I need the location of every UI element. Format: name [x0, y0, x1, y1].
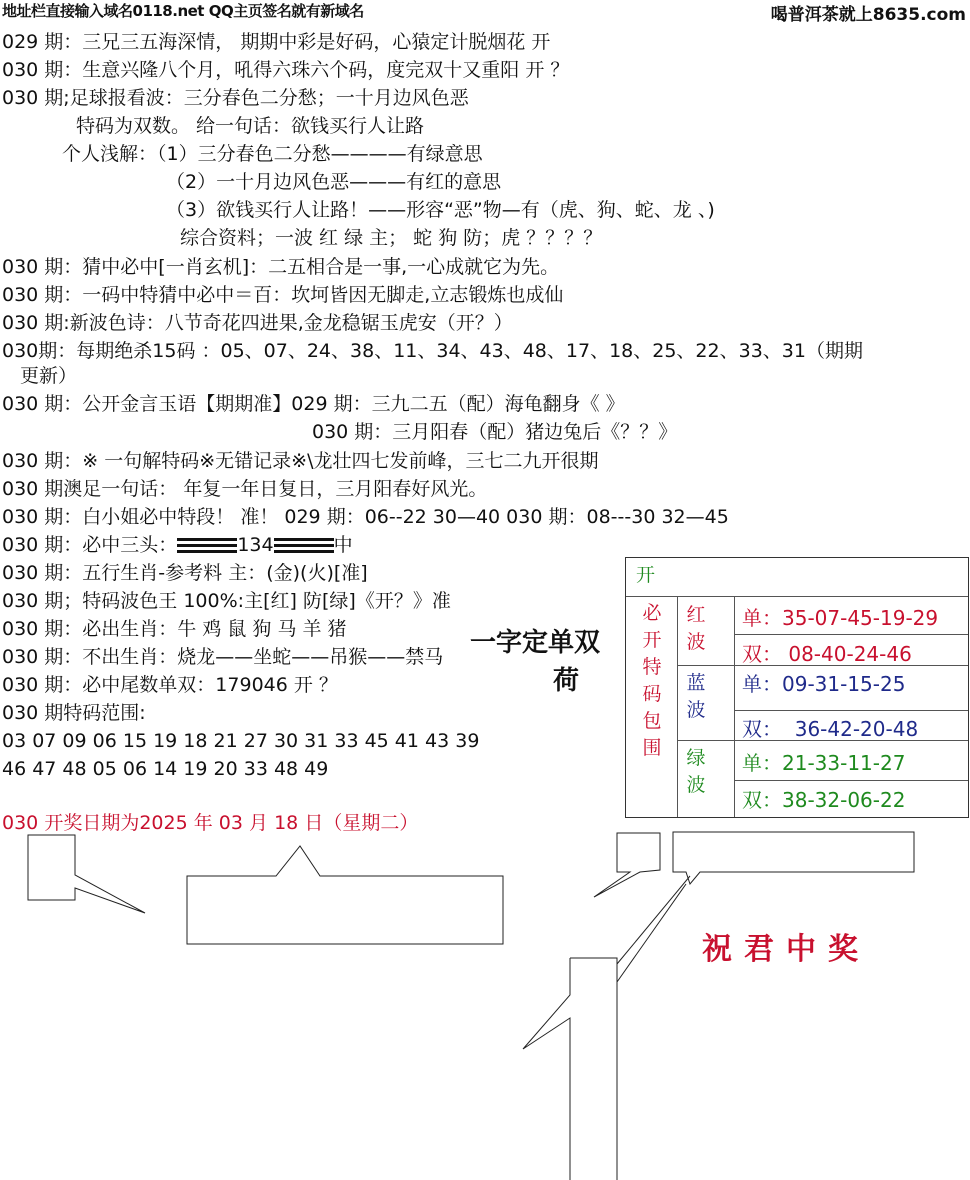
table-header-open: 开: [636, 564, 656, 586]
group-label-char: 波: [686, 699, 706, 721]
line-030-must-zodiac: 030 期：必出生肖：牛 鸡 鼠 狗 马 羊 猪: [2, 618, 347, 640]
group-label-char: 红: [686, 604, 706, 626]
triple-bar-icon: [274, 537, 334, 553]
three-heads-digits: 134: [237, 534, 274, 556]
line-030-football: 030 期;足球报看波：三分春色二分愁；一十月边风色恶: [2, 87, 469, 109]
row-value: 21-33-11-27: [782, 751, 906, 775]
wave-king-end: ]: [348, 590, 356, 612]
line-030-one-code: 030 期：一码中特猜中必中＝百：坎坷皆因无脚走,立志锻炼也成仙: [2, 284, 564, 306]
line-030-spring: 030 期：三月阳春（配）猪边兔后《？？》: [312, 421, 678, 443]
green-even-row: 双：38-32-06-22: [742, 788, 906, 812]
draw-date-weekday: （星期二）: [323, 812, 419, 834]
side-label-char: 必: [642, 602, 662, 624]
line-even-number: 特码为双数。 给一句话：欲钱买行人让路: [76, 115, 425, 137]
line-update: 更新）: [20, 365, 78, 387]
line-030-three-heads: [2, 533, 353, 557]
red-even-row: 双： 08-40-24-46: [742, 642, 912, 666]
small-callout-shape: [594, 833, 660, 897]
blue-odd-row: 单：09-31-15-25: [742, 672, 906, 696]
wave-king-prefix: 030 期；特码波色王 100%:主[: [2, 590, 271, 612]
line-030-segment: 030 期：白小姐必中特段！ 准！ 029 期：06--22 30—40 030 期：08---30 32—45: [2, 506, 729, 528]
draw-date-month-unit: 月: [249, 812, 269, 834]
line-030-wave-king: [2, 589, 451, 613]
draw-date-day-unit: 日: [304, 812, 324, 834]
line-summary: 综合资料；一波 红 绿 主； 蛇 狗 防；虎 ？？？？: [180, 227, 603, 249]
header-tea-link[interactable]: 喝普洱茶就上8635.com: [770, 5, 966, 25]
group-label-green: [684, 745, 708, 799]
draw-date-day: 18: [274, 812, 299, 834]
line-030-golden: 030 期：公开金言玉语【期期准】029 期：三九二五（配）海龟翻身《 》: [2, 393, 625, 415]
three-heads-suffix: 中: [333, 534, 353, 556]
three-heads-prefix: 030 期：必中三头：: [2, 534, 178, 556]
row-key: 单: [742, 751, 762, 775]
wave-king-mid: ] 防[: [289, 590, 330, 612]
group-label-char: 蓝: [686, 672, 706, 694]
lower-tall-shape: [523, 958, 617, 1180]
line-030-macau: 030 期澳足一句话： 年复一年日复日，三月阳春好风光。: [2, 478, 488, 500]
good-luck-wish: 祝君中奖: [702, 932, 870, 967]
group-label-blue: [684, 670, 708, 724]
line-030-tail-digits: 030 期：必中尾数单双：179046 开 ？: [2, 674, 338, 696]
group-label-char: 波: [686, 631, 706, 653]
draw-date-year: 2025: [139, 812, 188, 834]
row-key: 双: [742, 642, 762, 666]
draw-date: [2, 808, 418, 835]
red-odd-row: 单：35-07-45-19-29: [742, 606, 939, 630]
green-odd-row: 单：21-33-11-27: [742, 751, 906, 775]
line-range-numbers-1: 03 07 09 06 15 19 18 21 27 30 31 33 45 41 43 39: [2, 730, 480, 752]
triple-bar-icon: [177, 537, 237, 553]
group-label-red: [684, 602, 708, 656]
left-callout-shape: [28, 835, 145, 913]
side-label-char: 围: [642, 737, 662, 759]
line-range-numbers-2: 46 47 48 05 06 14 19 20 33 48 49: [2, 758, 329, 780]
middle-box-shape: [187, 846, 503, 944]
line-030-wave-poem: 030 期:新波色诗：八节奇花四进果,金龙稳锯玉虎安（开？）: [2, 312, 513, 334]
row-key: 单: [742, 606, 762, 630]
line-030-no-zodiac: 030 期：不出生肖：烧龙——坐蛇——吊猴——禁马: [2, 646, 444, 668]
line-030-range-title: 030 期特码范围:: [2, 702, 146, 724]
header-domain-notice: 地址栏直接输入域名0118.net QQ主页签名就有新域名: [2, 2, 364, 20]
row-key: 双: [742, 788, 762, 812]
line-030-business: 030 期：生意兴隆八个月，吼得六珠六个码，度完双十又重阳 开 ？: [2, 59, 570, 81]
row-value: 09-31-15-25: [782, 672, 906, 696]
group-label-char: 波: [686, 774, 706, 796]
side-label-char: 码: [642, 683, 662, 705]
draw-date-issue: 030: [2, 812, 39, 834]
wave-king-tail: 《开？》准: [355, 590, 451, 612]
row-key: 双: [742, 717, 762, 741]
row-value: 36-42-20-48: [794, 717, 919, 741]
wave-king-guard: 绿: [329, 590, 349, 612]
line-029-poem: 029 期：三兄三五海深情， 期期中彩是好码，心猿定计脱烟花 开: [2, 31, 551, 53]
line-030-one-sentence: 030 期：※ 一句解特码※无错记录※\龙壮四七发前峰，三七二九开很期: [2, 450, 599, 472]
draw-date-year-unit: 年: [193, 812, 213, 834]
group-label-char: 绿: [686, 747, 706, 769]
line-030-five-elements: 030 期：五行生肖-参考料 主：(金)(火)[准]: [2, 562, 368, 584]
row-value: 08-40-24-46: [788, 642, 912, 666]
single-double-caption: 一字定单双: [470, 628, 601, 658]
line-explain-1: 个人浅解：（1）三分春色二分愁————有绿意思: [62, 143, 483, 165]
blue-even-row: 双： 36-42-20-48: [742, 717, 919, 741]
side-label-char: 特: [642, 656, 662, 678]
line-explain-3: （3）欲钱买行人让路！——形容“恶”物—有（虎、狗、蛇、龙 、): [166, 199, 715, 221]
row-value: 38-32-06-22: [782, 788, 906, 812]
draw-date-month: 03: [218, 812, 243, 834]
single-double-answer: 荷: [553, 666, 580, 696]
wave-table: [625, 557, 969, 818]
right-box-shape: [673, 832, 914, 884]
side-label-char: 包: [642, 710, 662, 732]
draw-date-label: 开奖日期为: [44, 812, 140, 834]
line-030-guess: 030 期：猜中必中[一肖玄机]：二五相合是一事,一心成就它为先。: [2, 256, 560, 278]
side-label-char: 开: [642, 629, 662, 651]
line-explain-2: （2）一十月边风色恶———有红的意思: [166, 171, 502, 193]
side-label: [640, 600, 664, 762]
row-value: 35-07-45-19-29: [782, 606, 939, 630]
line-030-kill-15: 030期：每期绝杀15码 ：05、07、24、38、11、34、43、48、17、18、25、22、33、31（期期: [2, 340, 863, 362]
row-key: 单: [742, 672, 762, 696]
wave-king-main: 红: [270, 590, 290, 612]
